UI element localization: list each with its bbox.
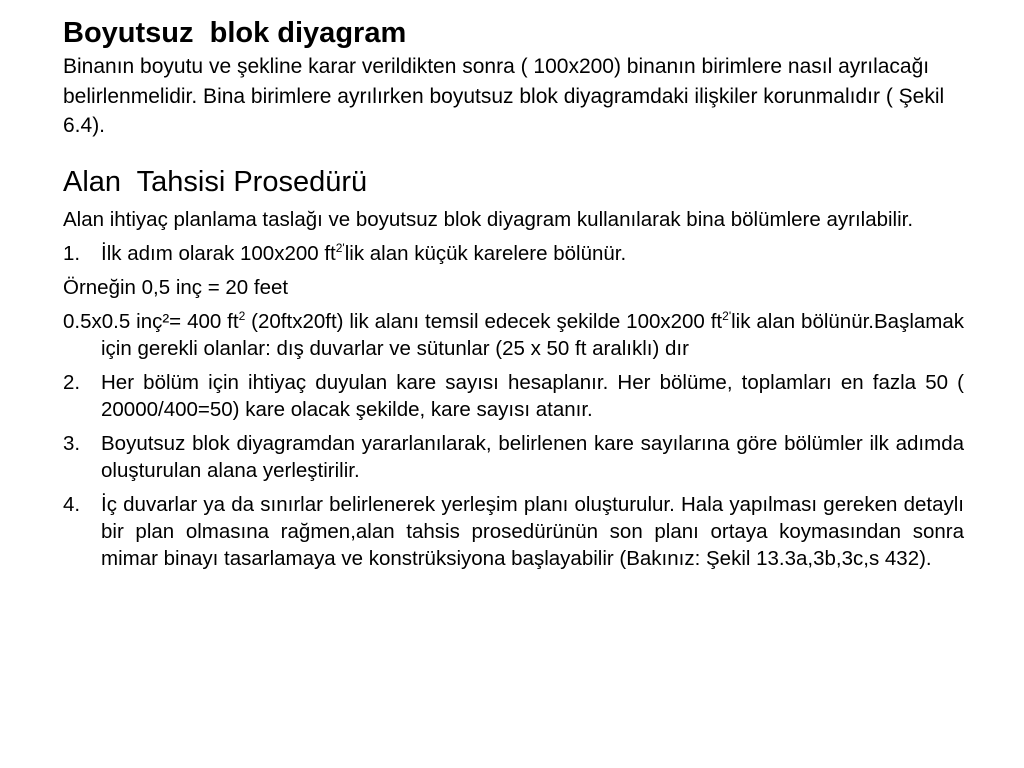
calc-text-part: lik alan bölünür.Başlamak için gerekli olanlar: dış duvarlar ve sütunlar (25 x 50 ft aralıklı) dır xyxy=(101,310,965,360)
superscript: 2 xyxy=(238,309,246,323)
intro-block xyxy=(63,14,963,141)
paragraph-alan: Alan ihtiyaç planlama taslağı ve boyutsuz blok diyagram kullanılarak bina bölümlere ayrılabilir. xyxy=(63,208,914,231)
list-text-part: lik alan küçük karelere bölünür. xyxy=(344,242,627,265)
paragraph-calculation xyxy=(63,308,964,362)
list-item-2 xyxy=(63,369,964,423)
list-item-4 xyxy=(63,491,964,572)
intro-paragraph: Binanın boyutu ve şekline karar verildikten sonra ( 100x200) binanın birimlere nasıl ayrılacağı belirlenmelidir. Bina birimlere ayrılırken boyutsuz blok diyagramdaki ilişkiler korunmalıdır ( Şekil 6.4). xyxy=(63,55,945,137)
list-item-1 xyxy=(63,240,964,267)
list-number: 4. xyxy=(63,493,81,516)
list-text: İç duvarlar ya da sınırlar belirlenerek yerleşim planı oluşturulur. Hala yapılması gereken detaylı bir plan olmasına rağmen,alan tahsis prosedürünün son planı ortaya koymasından sonra mimar binayı tasarlamaya ve konstrüksiyona başlayabilir (Bakınız: Şekil 13.3a,3b,3c,s 432). xyxy=(101,493,964,570)
superscript: 2' xyxy=(722,309,732,323)
section-title: Alan Tahsisi Prosedürü xyxy=(63,166,368,198)
list-number: 1. xyxy=(63,242,81,265)
list-text xyxy=(101,240,964,267)
list-text: Her bölüm için ihtiyaç duyulan kare sayısı hesaplanır. Her bölüme, toplamları en fazla 50 ( 20000/400=50) kare olacak şekilde, kare sayısı atanır. xyxy=(101,371,964,421)
list-text: Boyutsuz blok diyagramdan yararlanılarak, belirlenen kare sayılarına göre bölümler ilk adımda oluşturulan alana yerleştirilir. xyxy=(101,432,964,482)
list-number: 3. xyxy=(63,432,81,455)
superscript: 2' xyxy=(335,241,345,255)
calc-text-part: 0.5x0.5 inç²= 400 ft xyxy=(63,310,239,333)
slide-title: Boyutsuz blok diyagram xyxy=(63,17,407,49)
list-item-3 xyxy=(63,430,964,484)
procedure-body xyxy=(63,206,964,579)
list-text-part: İlk adım olarak 100x200 ft xyxy=(101,242,336,265)
paragraph-ornegin: Örneğin 0,5 inç = 20 feet xyxy=(63,276,289,299)
list-number: 2. xyxy=(63,371,81,394)
calc-text-part: (20ftx20ft) lik alanı temsil edecek şekilde 100x200 ft xyxy=(245,310,723,333)
